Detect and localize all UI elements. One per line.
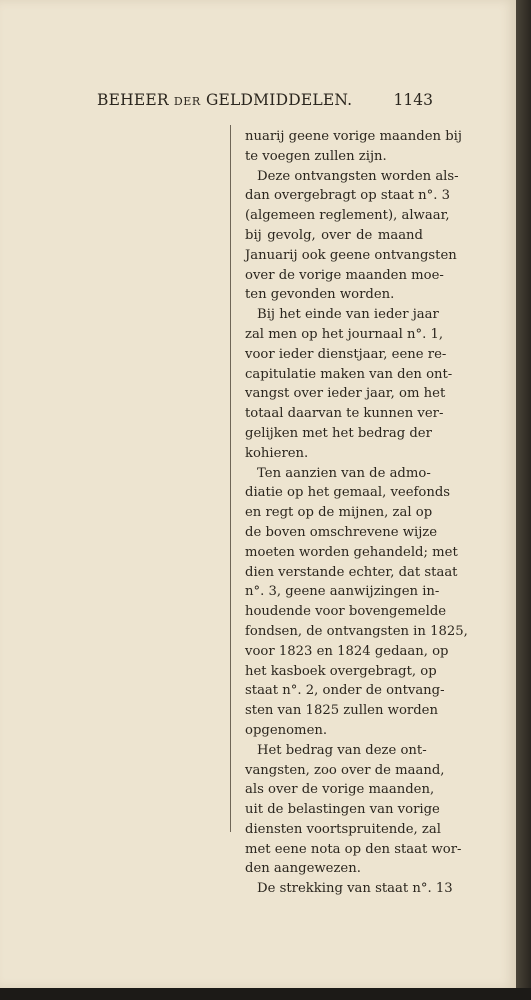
text-line: vangst over ieder jaar, om het: [245, 386, 446, 402]
text-line: de boven omschrevene wijze: [245, 524, 438, 540]
text-line: capitulatie maken van den ont-: [245, 366, 453, 382]
text-line: gelijken met het bedrag der: [245, 425, 432, 441]
text-line: het kasboek overgebragt, op: [245, 663, 437, 679]
text-line: n°. 3, geene aanwijzingen in-: [245, 584, 440, 600]
text-line: Het bedrag van deze ont-: [257, 742, 427, 758]
text-line: voor 1823 en 1824 gedaan, op: [245, 643, 449, 659]
text-line: diensten voortspruitende, zal: [245, 821, 441, 837]
text-line: sten van 1825 zullen worden: [245, 703, 438, 719]
text-line: en regt op de mijnen, zal op: [245, 505, 433, 521]
page-number: 1143: [393, 91, 433, 109]
text-line: vangsten, zoo over de maand,: [245, 762, 445, 778]
text-line: Januarij ook geene ontvangsten: [245, 247, 457, 263]
text-line: houdende voor bovengemelde: [245, 604, 447, 620]
text-line: over de vorige maanden moe-: [245, 267, 444, 283]
body-text: [245, 127, 468, 899]
title-word: GELDMIDDELEN.: [205, 91, 353, 109]
title-word: BEHEER: [97, 91, 169, 109]
text-line: De strekking van staat n°. 13: [257, 881, 453, 897]
text-line: staat n°. 2, onder de ontvang-: [245, 683, 445, 699]
title-word-small: DER: [173, 95, 201, 108]
text-line: uit de belastingen van vorige: [245, 802, 440, 818]
text-line: met eene nota op den staat wor-: [245, 841, 462, 857]
text-line: opgenomen.: [245, 722, 328, 738]
text-line: moeten worden gehandeld; met: [245, 544, 458, 560]
text-line: Ten aanzien van de admo-: [257, 465, 431, 481]
scan-border: [0, 988, 531, 1000]
text-line: te voegen zullen zijn.: [245, 148, 387, 164]
margin-rule: [230, 125, 231, 832]
text-line: totaal daarvan te kunnen ver-: [245, 406, 444, 422]
text-line: fondsen, de ontvangsten in 1825,: [245, 623, 468, 639]
text-line: nuarij geene vorige maanden bij: [245, 129, 462, 144]
text-line: als over de vorige maanden,: [245, 782, 435, 798]
text-line: Deze ontvangsten worden als-: [257, 168, 459, 184]
text-line: kohieren.: [245, 445, 309, 461]
text-line: ten gevonden worden.: [245, 287, 395, 303]
text-line: Bij het einde van ieder jaar: [257, 307, 439, 323]
text-line: bij gevolg, over de maand: [245, 227, 423, 243]
text-line: zal men op het journaal n°. 1,: [245, 326, 444, 342]
running-header: [97, 91, 433, 115]
running-title: [97, 91, 352, 109]
text-line: diatie op het gemaal, veefonds: [245, 485, 451, 501]
text-line: dan overgebragt op staat n°. 3: [245, 188, 450, 204]
text-line: dien verstande echter, dat staat: [245, 564, 458, 580]
text-line: (algemeen reglement), alwaar,: [245, 208, 450, 224]
text-line: voor ieder dienstjaar, eene re-: [245, 346, 447, 362]
page-edge: [516, 0, 531, 1000]
text-line: den aangewezen.: [245, 861, 361, 877]
